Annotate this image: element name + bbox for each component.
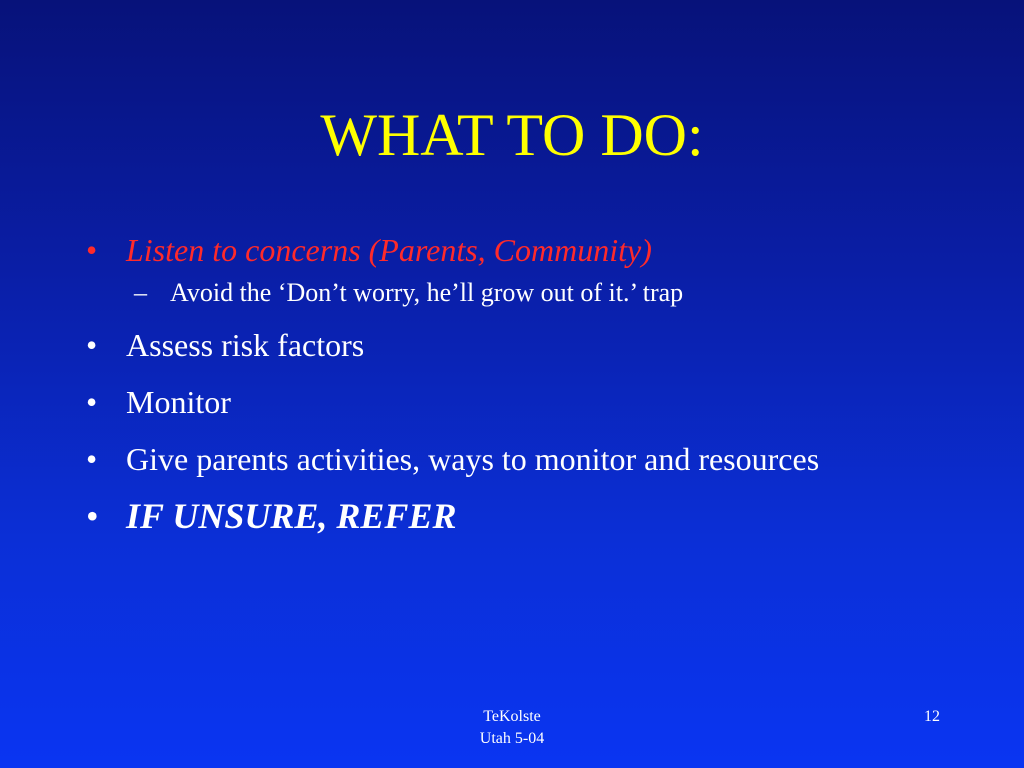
bullet-text: Listen to concerns (Parents, Community): [126, 232, 652, 268]
slide-title: WHAT TO DO:: [320, 102, 704, 168]
bullet-icon: •: [86, 232, 98, 268]
footer-info: [412, 706, 612, 750]
bullet-list: [80, 228, 940, 551]
sub-bullet-text: Avoid the ‘Don’t worry, he’ll grow out of it.’ trap: [170, 278, 684, 307]
bullet-item: [80, 323, 940, 368]
bullet-text: Monitor: [126, 384, 231, 420]
footer-event: Utah 5-04: [479, 730, 545, 747]
bullet-text: Give parents activities, ways to monitor and resources: [126, 441, 820, 477]
bullet-icon: •: [86, 384, 98, 420]
dash-icon: –: [134, 278, 147, 307]
bullet-item: [80, 380, 940, 425]
footer-author: TeKolste: [483, 708, 541, 725]
bullet-item: [80, 494, 940, 539]
bullet-icon: •: [86, 441, 98, 477]
bullet-text: IF UNSURE, REFER: [126, 496, 457, 536]
sub-bullet-item: [80, 273, 940, 313]
slide-number: 12: [924, 708, 940, 725]
bullet-item: [80, 228, 940, 273]
bullet-icon: •: [86, 496, 99, 536]
bullet-item: [80, 437, 940, 482]
bullet-text: Assess risk factors: [126, 327, 365, 363]
bullet-icon: •: [86, 327, 98, 363]
